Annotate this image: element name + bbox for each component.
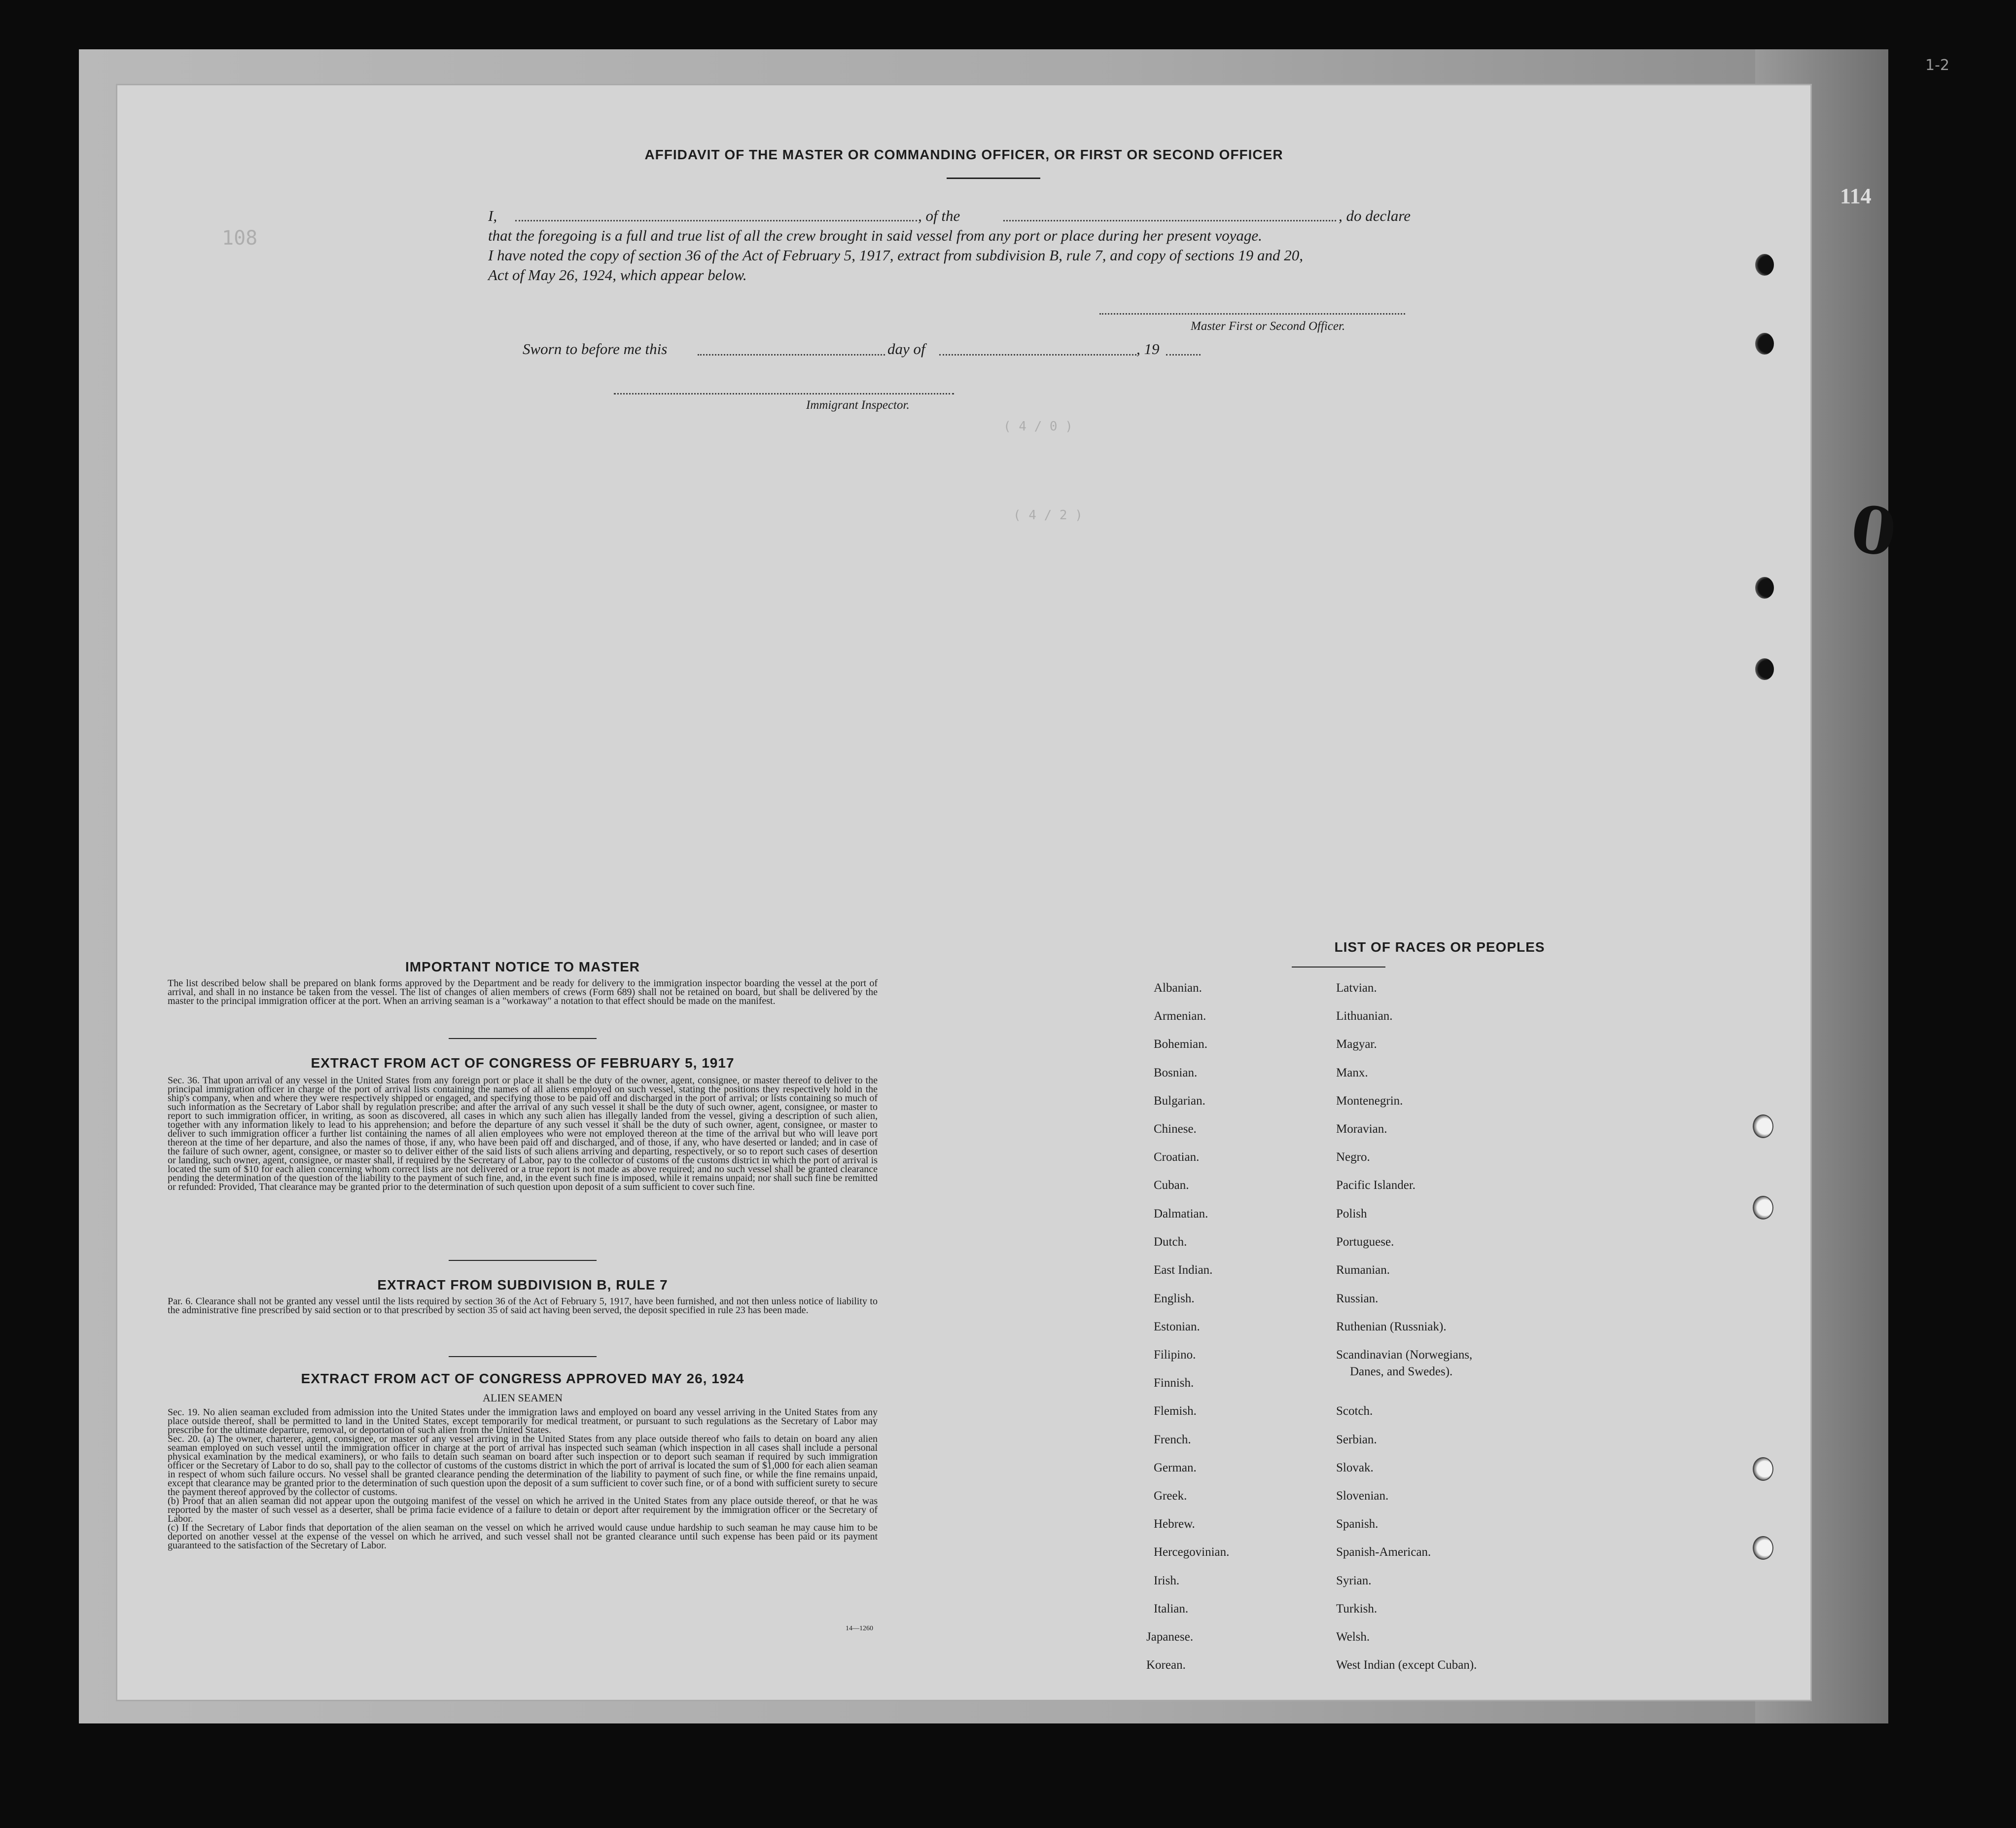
race-item: Rumanian. bbox=[1336, 1263, 1390, 1277]
sec19-paragraph: Sec. 19. No alien seaman excluded from admission into the United States under the immigration laws and employed on board any vessel arriving in the United States from any place outside thereof, shall be permitted to land in the United States, except temporarily for medical treatment, or pursuant to such regulations as the Secretary of Labor may prescribe for the ultimate departure, removal, or deportation of such alien from the United States. bbox=[168, 1407, 878, 1435]
ink-mark: 0 bbox=[1846, 490, 1901, 572]
extract-1917-title: EXTRACT FROM ACT OF CONGRESS OF FEBRUARY 5, 1917 bbox=[311, 1055, 735, 1071]
sworn-day-field[interactable] bbox=[698, 354, 885, 356]
notice-title: IMPORTANT NOTICE TO MASTER bbox=[405, 959, 640, 974]
races-left-column bbox=[1144, 981, 1341, 1672]
divider bbox=[449, 1038, 597, 1039]
race-item: Hercegovinian. bbox=[1154, 1545, 1230, 1559]
officer-signature-field[interactable] bbox=[1099, 313, 1405, 315]
race-item: Serbian. bbox=[1336, 1433, 1377, 1446]
sworn-label: Sworn to before me this bbox=[523, 340, 668, 358]
sec20b-paragraph: (b) Proof that an alien seaman did not appear upon the outgoing manifest of the vessel on which he arrived in the United States from any place outside thereof, or that he was reported by the master of such vessel as a deserter, shall be prima facie evidence of a failure to detain or deport after requirement by the immigration officer or the Secretary of Labor. bbox=[168, 1496, 878, 1524]
race-item: Portuguese. bbox=[1336, 1235, 1394, 1249]
alien-seamen-subtitle: ALIEN SEAMEN bbox=[483, 1392, 563, 1404]
race-item: German. bbox=[1154, 1461, 1197, 1474]
page-number: 114 bbox=[1840, 184, 1872, 208]
race-item: Dalmatian. bbox=[1154, 1207, 1208, 1220]
rule7-title: EXTRACT FROM SUBDIVISION B, RULE 7 bbox=[377, 1277, 668, 1292]
declarant-prefix: I, bbox=[488, 207, 497, 224]
race-item: Bohemian. bbox=[1154, 1038, 1208, 1051]
race-item: Polish bbox=[1336, 1207, 1367, 1220]
punch-hole bbox=[1755, 658, 1774, 680]
race-item: Scandinavian (Norwegians, bbox=[1336, 1348, 1473, 1362]
signature-label: Master First or Second Officer. bbox=[1191, 320, 1345, 333]
form-number: 14—1260 bbox=[846, 1625, 873, 1632]
race-item: Croatian. bbox=[1154, 1150, 1200, 1164]
race-item: Spanish-American. bbox=[1336, 1545, 1431, 1559]
race-item: Estonian. bbox=[1154, 1320, 1200, 1333]
document-page bbox=[116, 84, 1812, 1701]
corner-mark: 1-2 bbox=[1925, 57, 1949, 74]
declare-suffix: , do declare bbox=[1339, 207, 1411, 224]
races-right-column bbox=[1336, 981, 1681, 1682]
race-item: Negro. bbox=[1336, 1150, 1370, 1164]
race-item: Hebrew. bbox=[1154, 1517, 1195, 1531]
declaration-line: that the foregoing is a full and true list of all the crew brought in said vessel from any port or place during her present voyage. bbox=[488, 227, 1262, 244]
race-item: Greek. bbox=[1154, 1489, 1187, 1503]
punch-hole bbox=[1755, 577, 1774, 599]
vessel-name-field[interactable] bbox=[1003, 220, 1336, 221]
race-item: Moravian. bbox=[1336, 1122, 1387, 1136]
affidavit-title: AFFIDAVIT OF THE MASTER OR COMMANDING OFFICER, OR FIRST OR SECOND OFFICER bbox=[644, 147, 1283, 162]
race-item: Japanese. bbox=[1146, 1630, 1194, 1644]
race-item: Spanish. bbox=[1336, 1517, 1379, 1531]
race-item: Cuban. bbox=[1154, 1179, 1189, 1192]
day-of-label: day of bbox=[887, 340, 925, 358]
race-item: Armenian. bbox=[1154, 1009, 1206, 1023]
declarant-name-field[interactable] bbox=[515, 220, 917, 221]
extract-1924-title: EXTRACT FROM ACT OF CONGRESS APPROVED MAY 26, 1924 bbox=[301, 1371, 744, 1386]
divider bbox=[449, 1356, 597, 1357]
extract-1924-body bbox=[168, 1408, 878, 1550]
race-item: East Indian. bbox=[1154, 1263, 1213, 1277]
race-item: Bosnian. bbox=[1154, 1066, 1198, 1079]
stamp-mark: 108 bbox=[222, 227, 258, 250]
divider bbox=[1292, 967, 1385, 968]
race-item: Finnish. bbox=[1154, 1376, 1194, 1390]
race-item: Montenegrin. bbox=[1336, 1094, 1403, 1108]
race-item: Ruthenian (Russniak). bbox=[1336, 1320, 1447, 1333]
affidavit-declaration bbox=[488, 206, 1454, 285]
race-item: Turkish. bbox=[1336, 1602, 1378, 1615]
race-item: Manx. bbox=[1336, 1066, 1368, 1079]
race-item: French. bbox=[1154, 1433, 1191, 1446]
punch-hole bbox=[1755, 254, 1774, 276]
divider bbox=[449, 1260, 597, 1261]
race-item: Syrian. bbox=[1336, 1574, 1372, 1587]
race-item: Irish. bbox=[1154, 1574, 1180, 1587]
inspector-label: Immigrant Inspector. bbox=[806, 398, 910, 412]
bleed-through-text: ( 4 / 2 ) bbox=[1013, 508, 1083, 523]
race-item: Slovak. bbox=[1336, 1461, 1374, 1474]
race-item: Filipino. bbox=[1154, 1348, 1196, 1362]
punch-hole bbox=[1753, 1114, 1773, 1138]
race-item: Bulgarian. bbox=[1154, 1094, 1205, 1108]
race-item: West Indian (except Cuban). bbox=[1336, 1658, 1477, 1672]
punch-hole bbox=[1753, 1457, 1773, 1481]
inspector-signature-field[interactable] bbox=[614, 393, 954, 394]
race-item: Italian. bbox=[1154, 1602, 1189, 1615]
races-title: LIST OF RACES OR PEOPLES bbox=[1334, 939, 1545, 955]
declaration-line: Act of May 26, 1924, which appear below. bbox=[488, 266, 747, 284]
punch-hole bbox=[1755, 333, 1774, 355]
divider bbox=[947, 178, 1040, 179]
sec20a-paragraph: Sec. 20. (a) The owner, charterer, agent, consignee, or master of any vessel arriving in the United States from any place outside thereof who fails to detain on board any alien seaman employed on such vessel until the immigration officer in charge at the port of arrival has inspected such seaman (which inspection in all cases shall include a personal physical examination by the medical examiners), or who fails to detain such seaman on board after such inspection or to deport such seaman if required by such immigration officer or the Secretary of Labor to do so, shall pay to the collector of customs of the customs district in which the port of arrival is located the sum of $1,000 for each alien seaman in respect of whom such failure occurs. No vessel shall be granted clearance pending the determination of the liability to payment of such fine, or while the fine remains unpaid, except that clearance may be granted prior to the determination of such question upon the deposit of a sum sufficient to cover such fine, or of a bond with sufficient surety to secure the payment thereof approved by the collector of customs. bbox=[168, 1434, 878, 1498]
race-item: Slovenian. bbox=[1336, 1489, 1389, 1503]
race-item: Korean. bbox=[1146, 1658, 1186, 1672]
race-item: Magyar. bbox=[1336, 1038, 1377, 1051]
year-prefix: , 19 bbox=[1136, 340, 1160, 358]
sec20c-paragraph: (c) If the Secretary of Labor finds that deportation of the alien seaman on the vessel on which he arrived would cause undue hardship to such seaman he may cause him to be deported on another vessel at the expense of the vessel on which he arrived, and such vessel shall not be granted clearance until such expense has been paid or its payment guaranteed to the satisfaction of the Secretary of Labor. bbox=[168, 1522, 878, 1551]
race-item: Flemish. bbox=[1154, 1404, 1197, 1418]
race-item: Latvian. bbox=[1336, 981, 1377, 995]
rule7-body: Par. 6. Clearance shall not be granted any vessel until the lists required by section 36 of the Act of February 5, 1917, have been furnished, and not then unless notice of liability to the administrative fine prescribed by said section or to that prescribed by section 35 of said act having been served, the deposit specified in rule 23 has been made. bbox=[168, 1296, 878, 1316]
bleed-through-text: ( 4 / 0 ) bbox=[1003, 419, 1073, 434]
race-item: Welsh. bbox=[1336, 1630, 1370, 1644]
race-item: Russian. bbox=[1336, 1292, 1379, 1305]
extract-1917-body: Sec. 36. That upon arrival of any vessel in the United States from any foreign port or place it shall be the duty of the owner, agent, consignee, or master thereof to deliver to the principal immigration officer in charge of the port of arrival lists containing the names of all aliens employed on such vessel, stating the positions they respectively hold in the ship's company, when and where they were respectively shipped or engaged, and specifying those to be paid off and discharged in the port of arrival; or lists containing so much of such information as the Secretary of Labor shall by regulation prescribe; and after the arrival of any such vessel it shall be the duty of such owner, agent, consignee, or master to report to such immigration officer, in writing, as soon as discovered, all cases in which any such alien has illegally landed from the vessel, giving a description of such alien, together with any information likely to lead to his apprehension; and before the departure of any such vessel it shall be the duty of such owner, agent, consignee, or master to deliver to such immigration officer a further list containing the names of all alien employees who were not employed thereon at the time of the arrival but who will leave port thereon at the time of her departure, and also the names of those, if any, who have been paid off and discharged, and of those, if any, who have deserted or landed; and in case of the failure of such owner, agent, consignee, or master so to deliver either of the said lists of such aliens arriving and departing, respectively, or so to report such cases of desertion or landing, such owner, agent, consignee, or master shall, if required by the Secretary of Labor, pay to the collector of customs of the customs district in which the port of arrival is located the sum of $10 for each alien concerning whom correct lists are not delivered or a true report is not made as above required; and no such vessel shall be granted clearance pending the determination of the question of the liability to the payment of such fine, and, in the event such fine is imposed, while it remains unpaid; nor shall such fine be remitted or refunded: Provided, That clearance may be granted prior to the determination of such question upon deposit of a sum sufficient to cover such fine. bbox=[168, 1075, 878, 1192]
race-item: English. bbox=[1154, 1292, 1195, 1305]
punch-hole bbox=[1753, 1536, 1773, 1560]
punch-hole bbox=[1753, 1196, 1773, 1219]
race-item: Lithuanian. bbox=[1336, 1009, 1393, 1023]
race-item: Chinese. bbox=[1154, 1122, 1197, 1136]
declaration-line: I have noted the copy of section 36 of the Act of February 5, 1917, extract from subdivision B, rule 7, and copy of sections 19 and 20, bbox=[488, 247, 1304, 264]
race-item: Albanian. bbox=[1154, 981, 1202, 995]
sworn-year-field[interactable] bbox=[1166, 354, 1201, 356]
race-item: Pacific Islander. bbox=[1336, 1179, 1416, 1192]
vessel-prefix: , of the bbox=[918, 207, 960, 224]
race-item: Danes, and Swedes). bbox=[1350, 1365, 1453, 1378]
race-item: Scotch. bbox=[1336, 1404, 1373, 1418]
notice-body: The list described below shall be prepared on blank forms approved by the Department and be ready for delivery to the immigration inspector boarding the vessel at the port of arrival, and shall in no instance be taken from the vessel. The list of changes of alien members of crews (Form 689) shall not be retained on board, but shall be delivered by the master to the principal immigration officer at the port. When an arriving seaman is a "workaway" a notation to that effect should be made on the manifest. bbox=[168, 978, 878, 1006]
race-item: Dutch. bbox=[1154, 1235, 1187, 1249]
sworn-month-field[interactable] bbox=[939, 354, 1136, 356]
